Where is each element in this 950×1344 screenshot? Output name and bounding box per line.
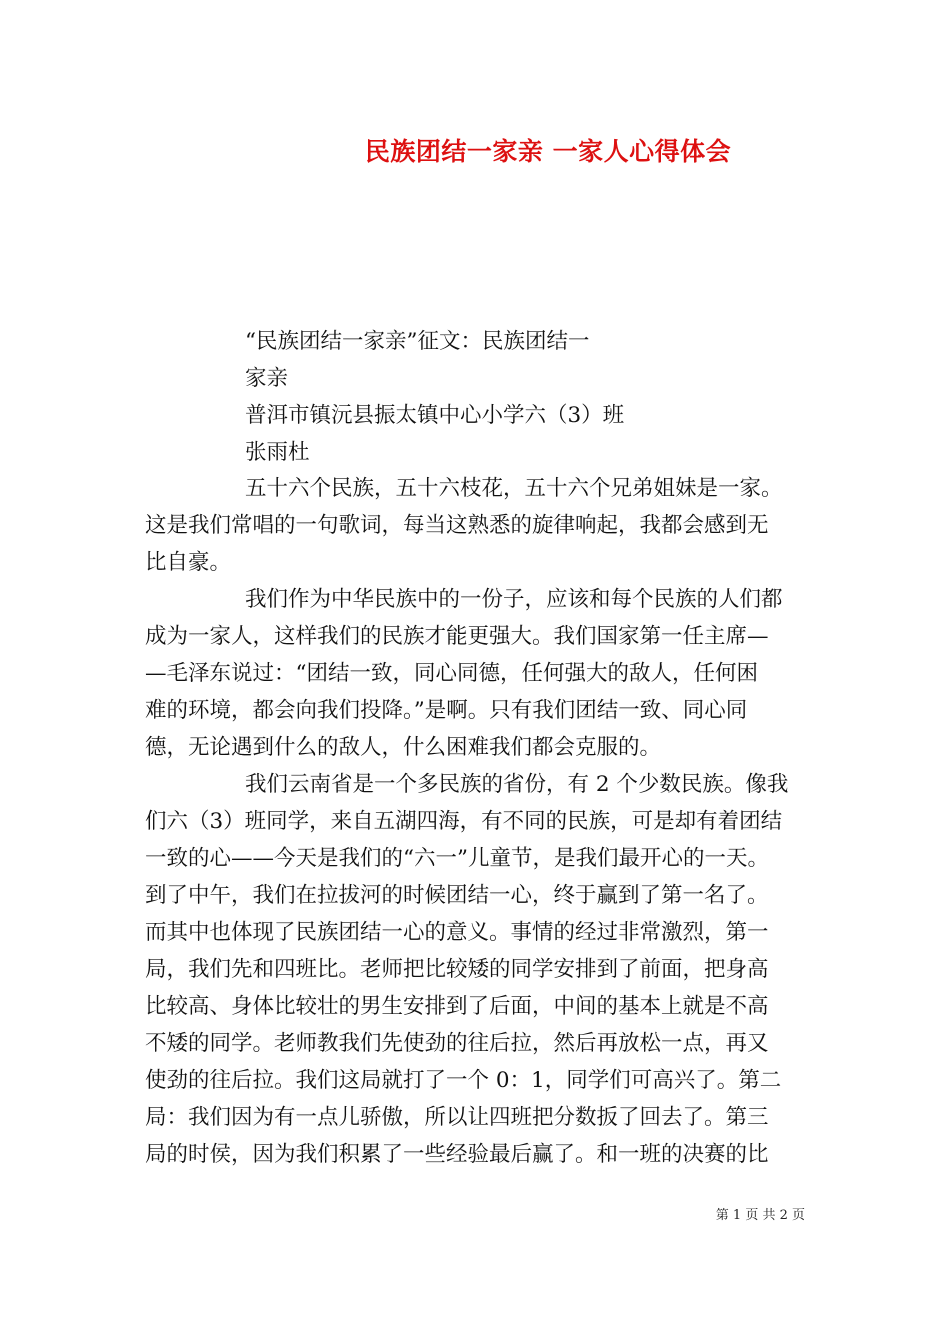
text-line: 到了中午，我们在拉拔河的时候团结一心，终于赢到了第一名了。 xyxy=(145,883,769,908)
text-line: 局：我们因为有一点儿骄傲，所以让四班把分数扳了回去了。第三 xyxy=(145,1105,769,1130)
text-line: 这是我们常唱的一句歌词，每当这熟悉的旋律响起，我都会感到无 xyxy=(145,513,769,538)
text-line: 而其中也体现了民族团结一心的意义。事情的经过非常激烈，第一 xyxy=(145,920,769,945)
text-line: 一致的心——今天是我们的“六一”儿童节，是我们最开心的一天。 xyxy=(145,846,769,871)
paragraph-first-line: 五十六个民族，五十六枝花，五十六个兄弟姐妹是一家。 xyxy=(245,476,783,501)
paragraph-first-line: 我们云南省是一个多民族的省份，有 2 个少数民族。像我 xyxy=(245,772,789,797)
text-line: —毛泽东说过：“团结一致，同心同德，任何强大的敌人，任何困 xyxy=(145,661,758,686)
paragraph-first-line: 我们作为中华民族中的一份子，应该和每个民族的人们都 xyxy=(245,587,783,612)
text-line: 比自豪。 xyxy=(145,550,232,575)
document-title: 民族团结一家亲 一家人心得体会 xyxy=(364,137,732,166)
text-line: 张雨杜 xyxy=(245,440,310,465)
text-line: “民族团结一家亲”征文：民族团结一 xyxy=(245,329,590,354)
text-line: 家亲 xyxy=(245,366,289,391)
page-number: 第 1 页 共 2 页 xyxy=(715,1208,805,1223)
text-line: 难的环境，都会向我们投降。”是啊。只有我们团结一致、同心同 xyxy=(145,698,748,723)
text-line: 成为一家人，这样我们的民族才能更强大。我们国家第一任主席— xyxy=(145,624,769,649)
text-line: 们六（3）班同学，来自五湖四海，有不同的民族，可是却有着团结 xyxy=(145,809,783,834)
text-line: 局的时侯，因为我们积累了一些经验最后赢了。和一班的决赛的比 xyxy=(145,1142,769,1167)
text-line: 比较高、身体比较壮的男生安排到了后面，中间的基本上就是不高 xyxy=(145,994,769,1019)
text-line: 局，我们先和四班比。老师把比较矮的同学安排到了前面，把身高 xyxy=(145,957,769,982)
text-line: 德，无论遇到什么的敌人，什么困难我们都会克服的。 xyxy=(145,735,662,760)
text-line: 不矮的同学。老师教我们先使劲的往后拉，然后再放松一点，再又 xyxy=(145,1031,769,1056)
text-line: 使劲的往后拉。我们这局就打了一个 0：1，同学们可高兴了。第二 xyxy=(145,1068,782,1093)
text-line: 普洱市镇沅县振太镇中心小学六（3）班 xyxy=(245,403,625,428)
